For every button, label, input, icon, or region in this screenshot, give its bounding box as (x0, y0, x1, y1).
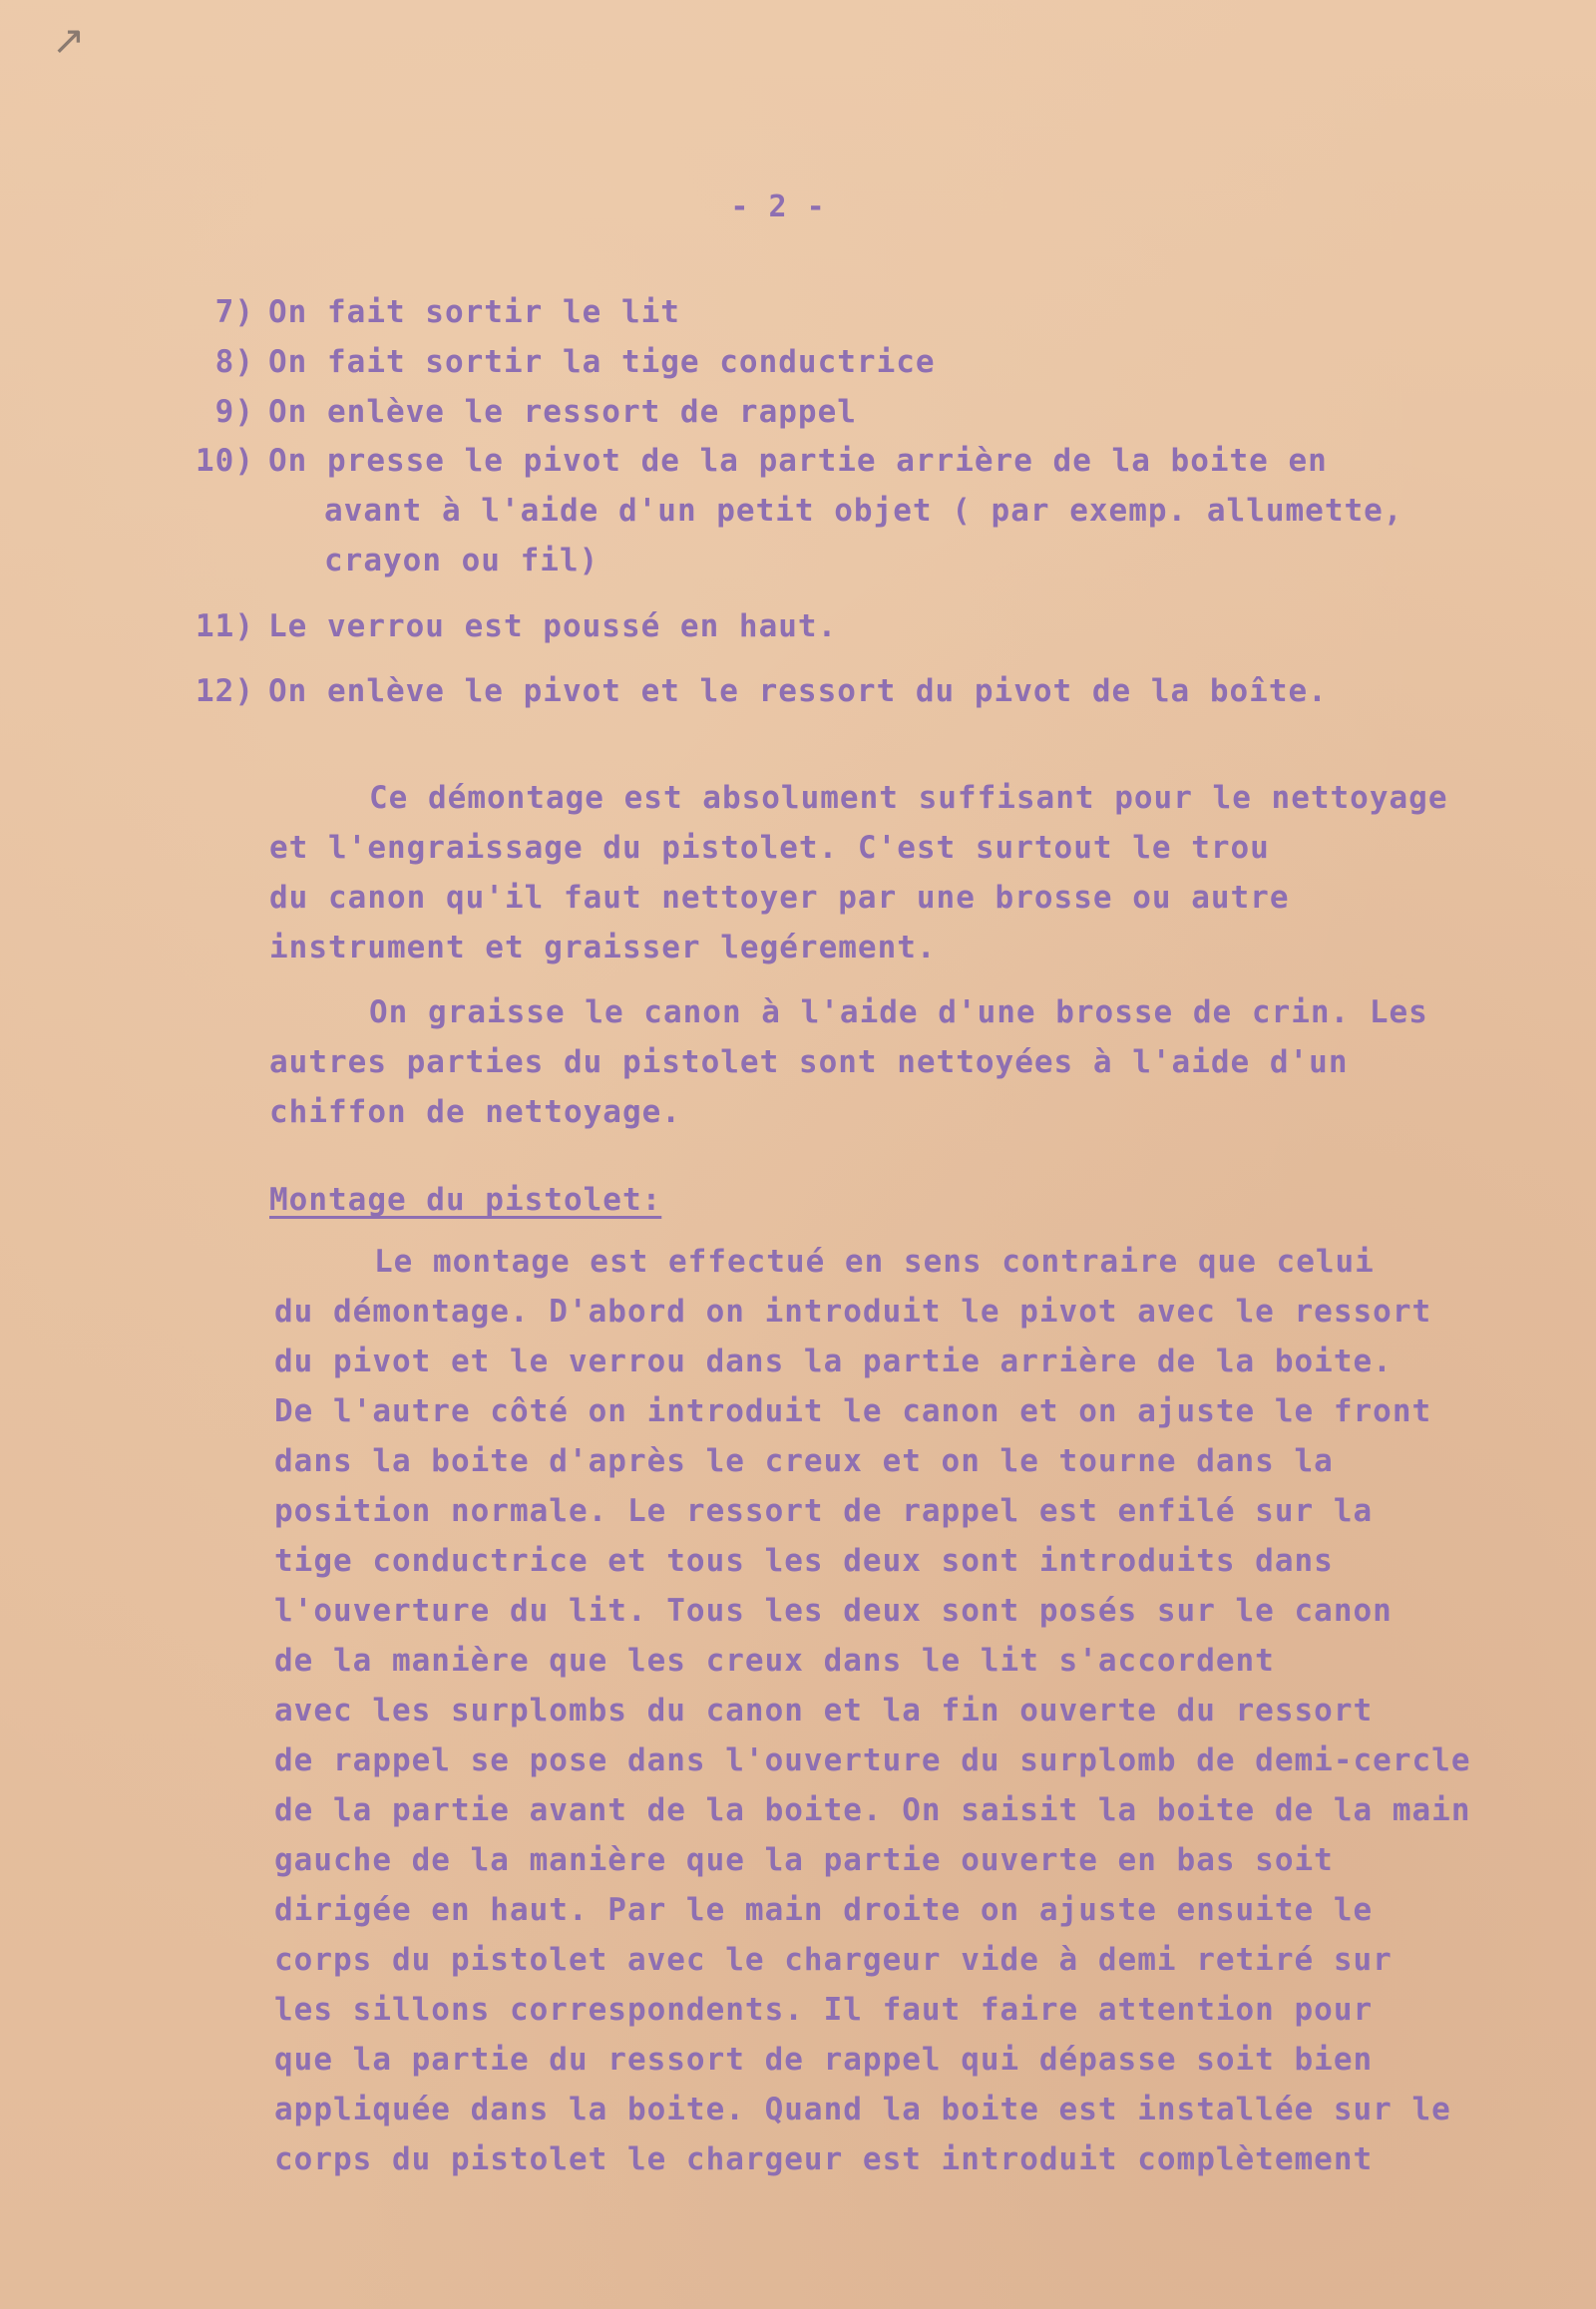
paragraph-line: corps du pistolet avec le chargeur vide à demi retiré sur (274, 1942, 1393, 1978)
list-item-number: 11) (196, 608, 254, 644)
paragraph-line: tige conductrice et tous les deux sont introduits dans (274, 1543, 1334, 1579)
list-item-continuation: avant à l'aide d'un petit objet ( par exemp. allumette, (324, 493, 1403, 529)
paragraph-line: autres parties du pistolet sont nettoyées à l'aide d'un (269, 1044, 1349, 1080)
paragraph-line: l'ouverture du lit. Tous les deux sont posés sur le canon (274, 1593, 1393, 1629)
paragraph-line: Le montage est effectué en sens contraire que celui (374, 1244, 1375, 1280)
paragraph-line: Ce démontage est absolument suffisant pour le nettoyage (369, 780, 1448, 816)
list-item-text: On fait sortir la tige conductrice (268, 344, 936, 380)
paragraph-line: dans la boite d'après le creux et on le tourne dans la (274, 1443, 1334, 1479)
list-item-number: 7) (214, 294, 254, 330)
paragraph-line: du démontage. D'abord on introduit le pivot avec le ressort (274, 1294, 1432, 1330)
paragraph-line: chiffon de nettoyage. (269, 1094, 681, 1130)
paragraph-line: instrument et graisser legérement. (269, 930, 937, 965)
page-number: - 2 - (730, 190, 826, 224)
paragraph-line: de la manière que les creux dans le lit s'accordent (274, 1643, 1275, 1679)
list-item-number: 10) (196, 443, 254, 479)
paragraph-line: corps du pistolet le chargeur est introduit complètement (274, 2141, 1374, 2177)
list-item-number: 9) (214, 394, 254, 430)
paragraph-line: appliquée dans la boite. Quand la boite est installée sur le (274, 2092, 1451, 2127)
list-item-text: On fait sortir le lit (268, 294, 680, 330)
list-item-text: Le verrou est poussé en haut. (268, 608, 838, 644)
list-item (180, 443, 1328, 479)
list-item (180, 344, 936, 380)
paragraph-line: de la partie avant de la boite. On saisit la boite de la main (274, 1792, 1471, 1828)
list-item-text: On enlève le pivot et le ressort du pivot de la boîte. (268, 673, 1328, 709)
paragraph-line: avec les surplombs du canon et la fin ouverte du ressort (274, 1693, 1374, 1729)
list-item-number: 8) (214, 344, 254, 380)
list-item-text: On enlève le ressort de rappel (268, 394, 857, 430)
list-item (180, 394, 857, 430)
list-item-text: On presse le pivot de la partie arrière de la boite en (268, 443, 1328, 479)
section-heading: Montage du pistolet: (269, 1182, 662, 1218)
list-item (180, 673, 1328, 709)
list-item (180, 294, 680, 330)
paragraph-line: de rappel se pose dans l'ouverture du surplomb de demi-cercle (274, 1742, 1471, 1778)
corner-mark: ↗ (52, 18, 87, 64)
paragraph-line: position normale. Le ressort de rappel est enfilé sur la (274, 1493, 1374, 1529)
paragraph-line: On graisse le canon à l'aide d'une brosse de crin. Les (369, 994, 1428, 1030)
paragraph-line: du canon qu'il faut nettoyer par une brosse ou autre (269, 880, 1290, 916)
paragraph-line: les sillons correspondents. Il faut faire attention pour (274, 1992, 1374, 2028)
list-item-number: 12) (196, 673, 254, 709)
paragraph-line: du pivot et le verrou dans la partie arrière de la boite. (274, 1344, 1393, 1379)
paragraph-line: gauche de la manière que la partie ouverte en bas soit (274, 1842, 1334, 1878)
paragraph-line: que la partie du ressort de rappel qui dépasse soit bien (274, 2042, 1374, 2078)
paragraph-line: De l'autre côté on introduit le canon et on ajuste le front (274, 1393, 1432, 1429)
list-item-continuation: crayon ou fil) (324, 543, 599, 578)
paragraph-line: dirigée en haut. Par le main droite on ajuste ensuite le (274, 1892, 1374, 1928)
list-item (180, 608, 837, 644)
paragraph-line: et l'engraissage du pistolet. C'est surtout le trou (269, 830, 1270, 866)
